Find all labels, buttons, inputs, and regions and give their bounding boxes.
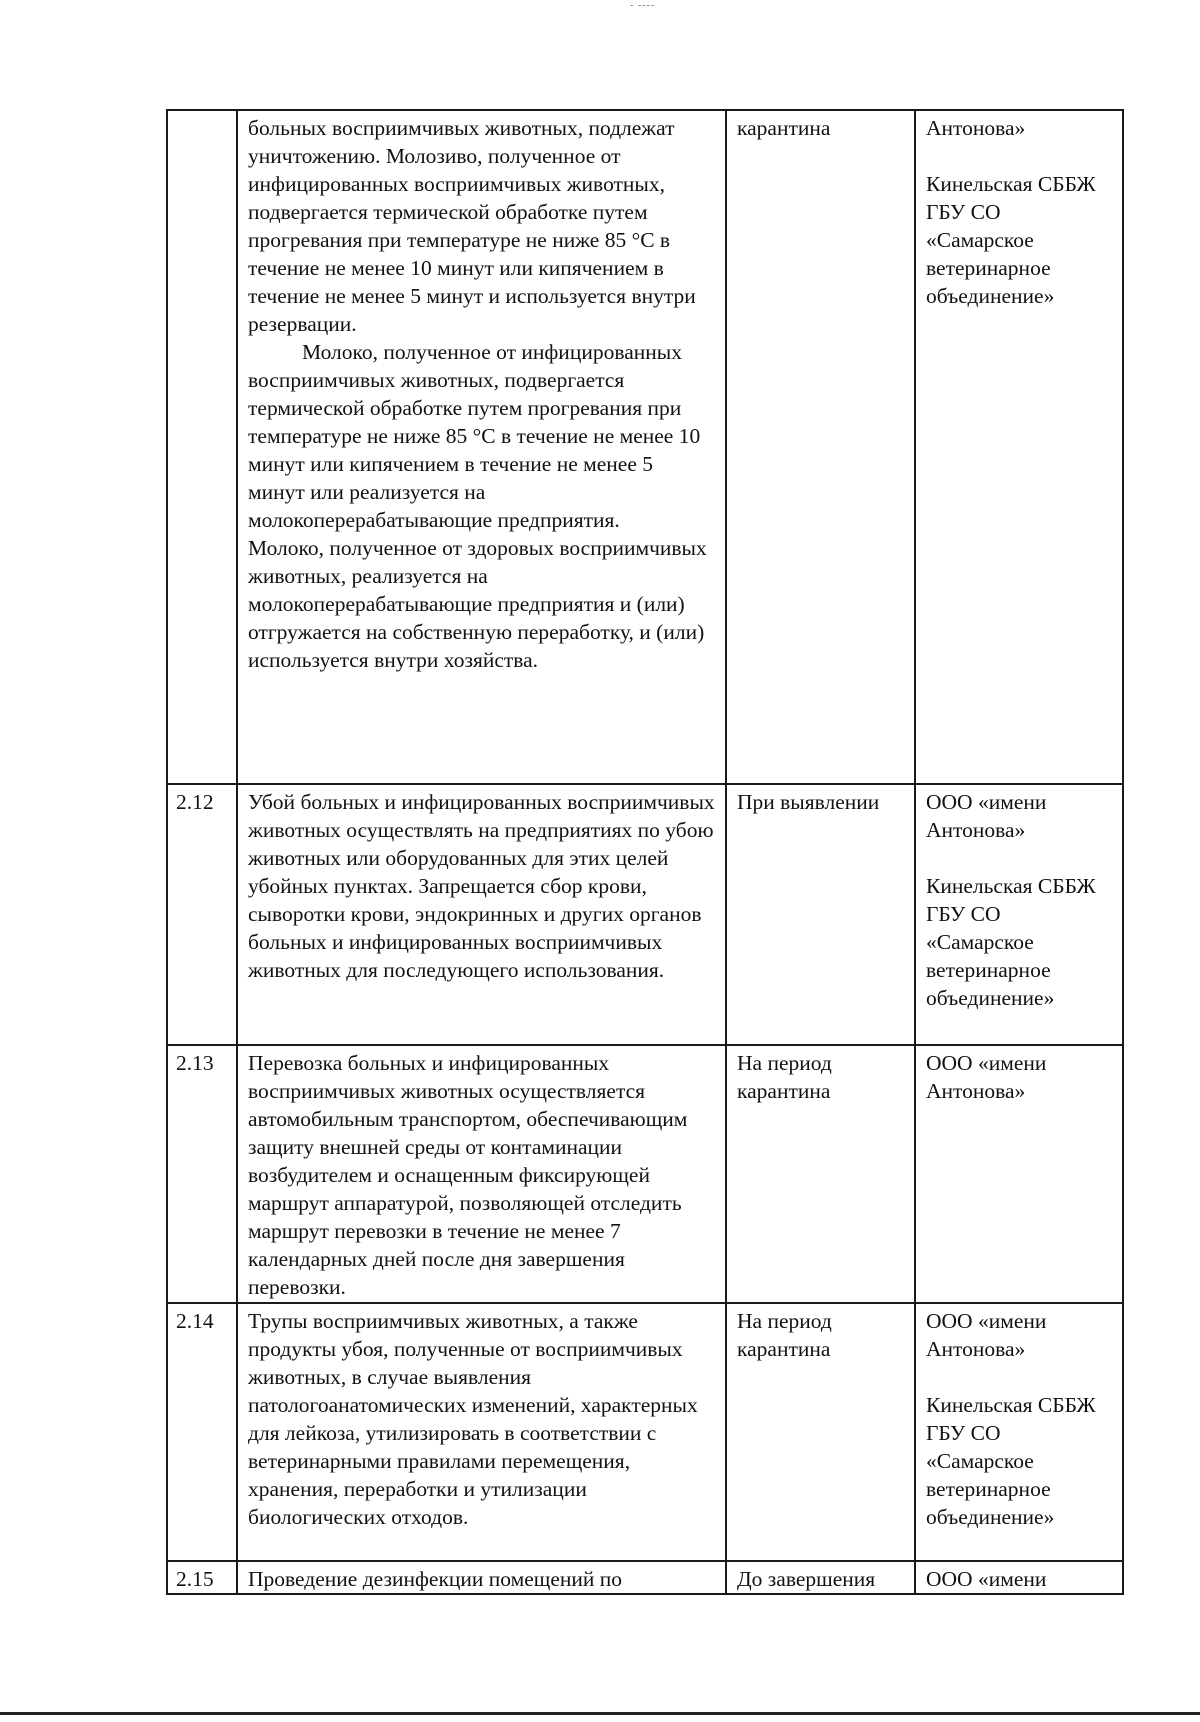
term-cell: карантина (726, 110, 915, 784)
responsible-org: Кинельская СББЖ ГБУ СО «Самарское ветеринарное объединение» (926, 172, 1096, 308)
table-row (167, 110, 1123, 784)
responsible-org: ООО «имени (926, 1567, 1047, 1591)
responsible-cell (915, 110, 1123, 784)
row-number: 2.15 (167, 1561, 237, 1594)
responsible-cell (915, 1045, 1123, 1303)
responsible-cell (915, 784, 1123, 1045)
table-row (167, 1303, 1123, 1561)
responsible-org: Кинельская СББЖ ГБУ СО «Самарское ветеринарное объединение» (926, 874, 1096, 1010)
responsible-org: Кинельская СББЖ ГБУ СО «Самарское ветеринарное объединение» (926, 1393, 1096, 1529)
page-top-mark: - ---- (630, 0, 656, 11)
responsible-org: Антонова» (926, 116, 1026, 140)
measure-text: Трупы восприимчивых животных, а также продукты убоя, полученные от восприимчивых животных, в случае выявления патологоанатомических изменений, характерных для лейкоза, утилизировать в соответствии с ветеринарными правилами перемещения, хранения, переработки и утилизации биологических отходов. (237, 1303, 726, 1561)
row-number (167, 110, 237, 784)
responsible-org: ООО «имени Антонова» (926, 1309, 1047, 1361)
table-row (167, 784, 1123, 1045)
table-row (167, 1045, 1123, 1303)
term-cell: На период карантина (726, 1045, 915, 1303)
responsible-cell (915, 1303, 1123, 1561)
row-number: 2.12 (167, 784, 237, 1045)
responsible-cell (915, 1561, 1123, 1594)
table-row (167, 1561, 1123, 1594)
measure-text: Перевозка больных и инфицированных восприимчивых животных осуществляется автомобильным транспортом, обеспечивающим защиту внешней среды от контаминации возбудителем и оснащенным фиксирующей маршрут аппаратурой, позволяющей отследить маршрут перевозки в течение не менее 7 календарных дней после дня завершения перевозки. (237, 1045, 726, 1303)
page-bottom-edge (0, 1712, 1200, 1715)
row-number: 2.13 (167, 1045, 237, 1303)
measure-paragraph: Молоко, полученное от здоровых восприимчивых животных, реализуется на молокоперерабатывающие предприятия и (или) отгружается на собственную переработку, и (или) используется внутри хозяйства. (248, 536, 707, 672)
row-number: 2.14 (167, 1303, 237, 1561)
measure-text: Проведение дезинфекции помещений по (237, 1561, 726, 1594)
measure-paragraph: больных восприимчивых животных, подлежат уничтожению. Молозиво, полученное от инфицированных восприимчивых животных, подвергается термической обработке путем прогревания при температуре не ниже 85 °С в течение не менее 10 минут или кипячением в течение не менее 5 минут и используется внутри резервации. (248, 116, 696, 336)
measure-paragraph: Молоко, полученное от инфицированных восприимчивых животных, подвергается термической обработке путем прогревания при температуре не ниже 85 °С в течение не менее 10 минут или кипячением в течение не менее 5 минут или реализуется на молокоперерабатывающие предприятия. (248, 340, 701, 532)
measures-table (166, 109, 1124, 1595)
measure-text (237, 110, 726, 784)
term-cell: При выявлении (726, 784, 915, 1045)
responsible-org: ООО «имени Антонова» (926, 1051, 1047, 1103)
term-cell: До завершения (726, 1561, 915, 1594)
responsible-org: ООО «имени Антонова» (926, 790, 1047, 842)
term-cell: На период карантина (726, 1303, 915, 1561)
measure-text: Убой больных и инфицированных восприимчивых животных осуществлять на предприятиях по убою животных или оборудованных для этих целей убойных пунктах. Запрещается сбор крови, сыворотки крови, эндокринных и других органов больных и инфицированных восприимчивых животных для последующего использования. (237, 784, 726, 1045)
